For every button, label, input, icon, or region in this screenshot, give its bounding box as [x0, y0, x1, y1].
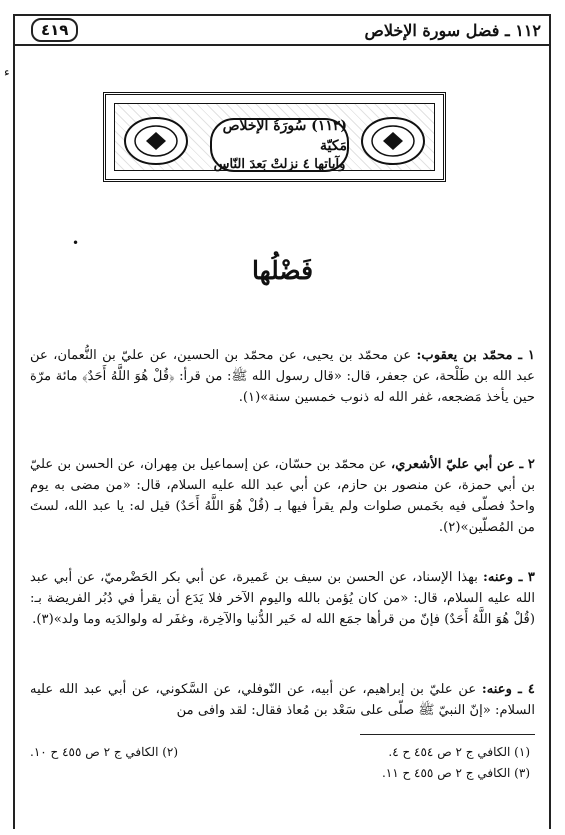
hadith-text: بهذا الإسناد، عن الحسن بن سيف بن عَميرة، عن أبي بكر الحَضْرميّ، عن أبي عبد الله عليه السلام، قال: «من كان يُؤمن بالله واليوم الآخر فلا يَدَع أن يقرأ في دُبُر الفريضة بـ: (قُلْ هُوَ اللَّهُ أَحَدٌ) فإنّ من قرأها جمَع الله له خَير الدُّنيا والآخِرة، وغفَر له ولوالدَيه وما ولد»(٣). — [30, 570, 535, 627]
running-title: ١١٢ ـ فضل سورة الإخلاص — [364, 20, 541, 40]
hadith-paragraph-4 — [30, 679, 535, 721]
banner-cartouche — [210, 118, 349, 172]
footnote: (٢) الكافي ج ٢ ص ٤٥٥ ح ١٠. — [30, 745, 179, 759]
margin-dot: • — [72, 236, 80, 250]
hadith-lead: ٣ ـ وعنه: — [482, 570, 535, 585]
hadith-text: عن عليّ بن إبراهيم، عن أبيه، عن النّوفلي، عن السَّكوني، عن أبي عبد الله عليه السلام: «إنّ النبيّ ﷺ صلّى على سَعْد بن مُعاذ فقال: لقد وافى من — [30, 682, 535, 718]
surah-banner — [103, 92, 446, 182]
footnote: (٣) الكافي ج ٢ ص ٤٥٥ ح ١١. — [381, 766, 530, 780]
footnotes — [30, 742, 530, 784]
footnote-row — [30, 742, 530, 763]
page-header — [13, 14, 551, 46]
section-title: فَضْلُها — [251, 256, 314, 285]
footnotes-divider — [360, 734, 535, 735]
margin-mark: ء — [4, 65, 10, 79]
hadith-paragraph-2 — [30, 454, 535, 538]
hadith-paragraph-1 — [30, 345, 535, 408]
arabesque-ornament-right — [358, 114, 428, 168]
footnote: (١) الكافي ج ٢ ص ٤٥٤ ح ٤. — [388, 745, 530, 759]
hadith-lead: ١ ـ محمّد بن يعقوب: — [416, 348, 535, 363]
footnote-row — [30, 763, 530, 784]
surah-info: وآياتها ٤ نزلتْ بَعدَ النّاس — [213, 157, 346, 172]
page-number: ٤١٩ — [31, 18, 78, 42]
hadith-paragraph-3 — [30, 567, 535, 630]
arabesque-ornament-left — [121, 114, 191, 168]
hadith-text: عن محمّد بن حسّان، عن إسماعيل بن مِهران، عن الحسن بن عليّ بن أبي حمزة، عن منصور بن حازم، عن أبي عبد الله عليه السلام، قال: «من مضى به يوم واحدٌ فصلّى فيه بخَمس صلوات ولم يقرأ فيها بـ (قُلْ هُوَ اللَّهُ أَحَدٌ) قيل له: يا عبد الله، لستَ من المُصلّين»(٢). — [30, 457, 535, 535]
banner-pattern — [114, 103, 435, 171]
hadith-lead: ٤ ـ وعنه: — [481, 682, 535, 697]
hadith-lead: ٢ ـ عن أبي عليّ الأشعري، — [391, 457, 535, 472]
hadith-text: عن محمّد بن يحيى، عن محمّد بن الحسين، عن عليّ بن النُّعمان، عن عبد الله بن طَلْحة، عن جعفر، قال: «قال رسول الله ﷺ: من قرأ: ﴿قُلْ هُوَ اللَّهُ أَحَدٌ﴾ مائة مرّة حين يأخذ مَضجعه، غفر الله له ذنوب خمسين سنة»(١). — [30, 348, 535, 405]
surah-title: (١١٢) سُورَةُ الإخلاص مَكيّة — [222, 118, 347, 154]
